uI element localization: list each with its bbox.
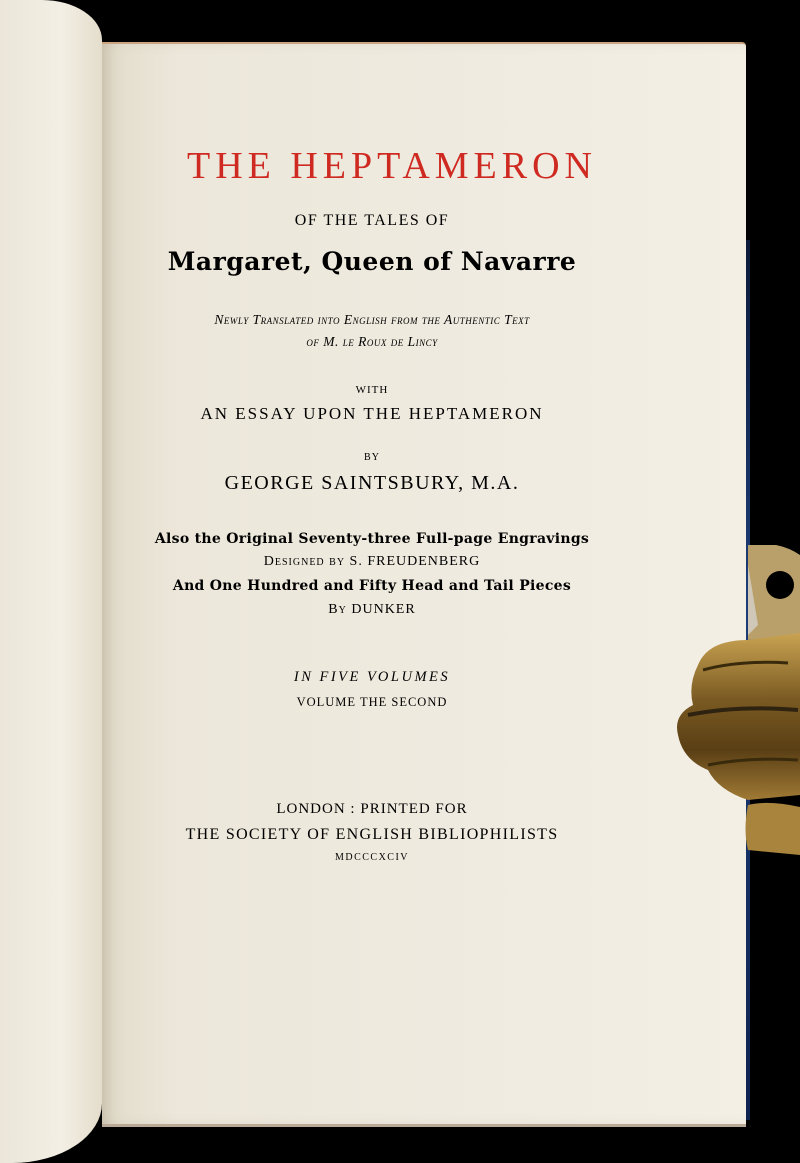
brass-hand-clip-icon bbox=[668, 545, 800, 855]
pieces-artist-line: By DUNKER bbox=[328, 602, 416, 617]
imprint-line-1: LONDON : PRINTED FOR bbox=[276, 801, 468, 817]
volumes-count: IN FIVE VOLUMES bbox=[293, 669, 451, 685]
pieces-line: And One Hundred and Fifty Head and Tail Pieces bbox=[172, 578, 572, 594]
imprint-line-2: THE SOCIETY OF ENGLISH BIBLIOPHILISTS bbox=[185, 826, 559, 843]
subject-name: Margaret, Queen of Navarre bbox=[167, 247, 577, 276]
book-title: THE HEPTAMERON bbox=[187, 145, 597, 187]
translation-line-1: Newly Translated into English from the Authentic Text bbox=[214, 312, 530, 327]
subtitle-intro: OF THE TALES OF bbox=[294, 212, 450, 229]
publication-year: MDCCCXCIV bbox=[334, 852, 410, 863]
title-page bbox=[102, 42, 746, 1127]
left-page bbox=[0, 0, 102, 1163]
volume-number: VOLUME THE SECOND bbox=[296, 695, 448, 709]
engravings-line: Also the Original Seventy-three Full-page Engravings bbox=[154, 531, 590, 547]
by-label: BY bbox=[364, 452, 380, 463]
author-name: GEORGE SAINTSBURY, M.A. bbox=[224, 472, 520, 494]
with-label: WITH bbox=[355, 384, 389, 396]
translation-line-2: of M. le Roux de Lincy bbox=[306, 334, 438, 349]
designer-line: Designed by S. FREUDENBERG bbox=[263, 554, 481, 569]
essay-title: AN ESSAY UPON THE HEPTAMERON bbox=[200, 404, 544, 423]
